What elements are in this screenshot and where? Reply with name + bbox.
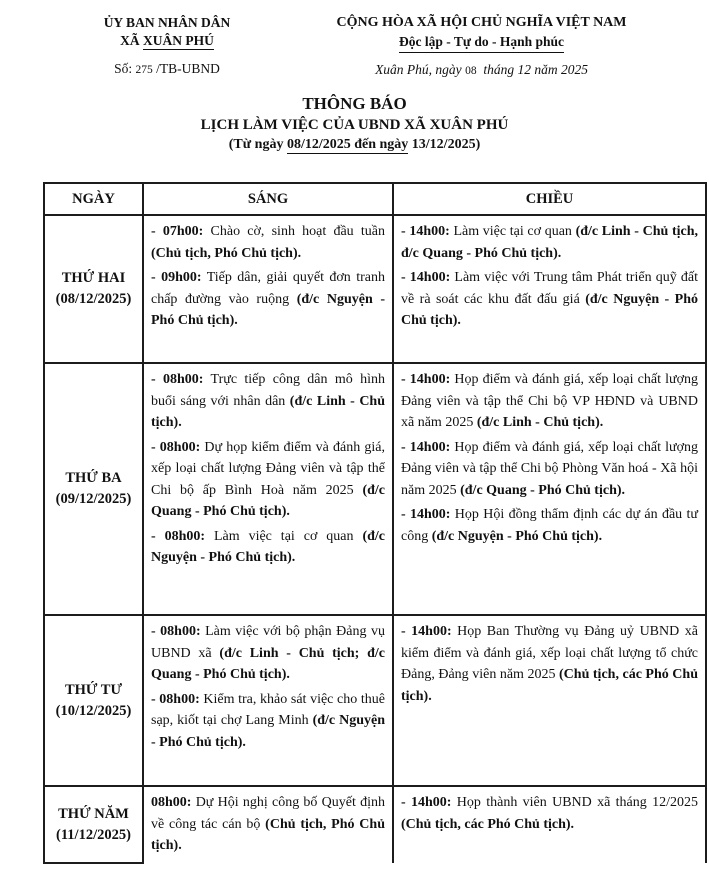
schedule-table	[43, 182, 707, 864]
national-name-line: CỘNG HÒA XÃ HỘI CHỦ NGHĨA VIỆT NAM	[336, 15, 627, 30]
table-row-thursday	[44, 786, 706, 863]
activity-item: - 08h00: Trực tiếp công dân mô hình buổi sáng với nhân dân (đ/c Linh - Chủ tịch).	[151, 372, 385, 430]
national-motto-line: Độc lập - Tự do - Hạnh phúc	[399, 33, 564, 53]
activity-item: - 14h00: Họp Hội đồng thẩm định các dự án đầu tư công (đ/c Nguyện - Phó Chủ tịch).	[401, 507, 698, 544]
activity-item: - 08h00: Kiểm tra, khảo sát việc cho thuê sạp, kiốt tại chợ Lang Minh (đ/c Nguyện - Phó Chủ tịch).	[151, 691, 385, 750]
morning-cell-monday	[143, 215, 393, 363]
column-header-afternoon: CHIỀU	[393, 183, 706, 215]
activity-item: - 14h00: Họp điểm và đánh giá, xếp loại chất lượng Đảng viên và tập thể Chi bộ VP HĐND và UBND xã năm 2025 (đ/c Linh - Chủ tịch).	[401, 372, 698, 430]
morning-cell-thursday	[143, 786, 393, 863]
day-name: THỨ BA	[65, 470, 122, 486]
title-line3	[0, 135, 709, 155]
activity-item: - 08h00: Làm việc với bộ phận Đảng vụ UBND xã (đ/c Linh - Chủ tịch; đ/c Quang - Phó Chủ tịch).	[151, 624, 385, 682]
title-line1: THÔNG BÁO	[302, 94, 407, 113]
doc-number-label: Số:	[114, 61, 133, 76]
table-row-tuesday	[44, 363, 706, 615]
activity-item: - 14h00: Họp thành viên UBND xã tháng 12/2025 (Chủ tịch, các Phó Chủ tịch).	[401, 795, 698, 832]
day-name: THỨ TƯ	[64, 681, 123, 698]
place-date-line	[282, 62, 681, 78]
day-cell-tuesday	[44, 363, 143, 615]
activity-item: - 09h00: Tiếp dân, giải quyết đơn tranh chấp đường vào ruộng (đ/c Nguyện - Phó Chủ tịch).	[151, 270, 385, 328]
place-date-suffix: tháng 12 năm 2025	[483, 62, 588, 77]
activity-item: - 07h00: Chào cờ, sinh hoạt đầu tuần (Chủ tịch, Phó Chủ tịch).	[151, 224, 385, 261]
day-date: (10/12/2025)	[55, 702, 132, 719]
title-line2: LỊCH LÀM VIỆC CỦA UBND XÃ XUÂN PHÚ	[200, 117, 509, 133]
table-row-wednesday	[44, 615, 706, 786]
afternoon-cell-wednesday	[393, 615, 706, 786]
day-date: (11/12/2025)	[56, 826, 131, 843]
activity-item: 08h00: Dự Hội nghị công bố Quyết định về công tác cán bộ (Chủ tịch, Phó Chủ tịch).	[151, 795, 385, 853]
document-number	[52, 61, 282, 77]
document-header	[0, 0, 709, 78]
org-name-line1: ỦY BAN NHÂN DÂN	[103, 15, 231, 30]
day-date: (09/12/2025)	[55, 491, 132, 507]
place-date-day: 08	[465, 65, 477, 77]
afternoon-cell-monday	[393, 215, 706, 363]
activity-item: - 08h00: Làm việc tại cơ quan (đ/c Nguyện - Phó Chủ tịch).	[151, 528, 385, 565]
activity-item: - 14h00: Họp điểm và đánh giá, xếp loại chất lượng Đảng viên và tập thể Chi bộ Phòng Văn hoá - Xã hội năm 2025 (đ/c Quang - Phó Chủ tịch).	[401, 439, 698, 498]
morning-cell-tuesday	[143, 363, 393, 615]
motto-wrap	[282, 33, 681, 53]
place-date-prefix: Xuân Phú, ngày	[375, 62, 462, 77]
day-cell-thursday	[44, 786, 143, 863]
activity-item: - 14h00: Làm việc với Trung tâm Phát triển quỹ đất về rà soát các khu đất đấu giá (đ/c Nguyện - Phó Chủ tịch).	[401, 270, 698, 328]
day-date: (08/12/2025)	[55, 291, 132, 307]
day-name: THỨ HAI	[61, 270, 126, 286]
morning-cell-wednesday	[143, 615, 393, 786]
activity-item: - 14h00: Làm việc tại cơ quan (đ/c Linh - Chủ tịch, đ/c Quang - Phó Chủ tịch).	[401, 224, 698, 261]
day-cell-monday	[44, 215, 143, 363]
org-name-line2	[52, 32, 282, 50]
org-name-prefix: XÃ	[120, 33, 143, 48]
activity-item: - 08h00: Dự họp kiểm điểm và đánh giá, xếp loại chất lượng Đảng viên và tập thể Chi bộ ấp Bình Hoà năm 2025 (đ/c Quang - Phó Chủ tịch).	[151, 439, 385, 519]
column-header-morning: SÁNG	[143, 183, 393, 215]
day-cell-wednesday	[44, 615, 143, 786]
table-header-row	[44, 183, 706, 215]
org-name-underlined: XUÂN PHÚ	[143, 33, 214, 48]
title-date-underlined: 08/12/2025 đến ngày	[286, 137, 409, 152]
activity-item: - 14h00: Họp Ban Thường vụ Đảng uỷ UBND xã kiểm điểm và đánh giá, xếp loại chất lượng tổ chức Đảng, Đảng viên năm 2025 (Chủ tịch, các Phó Chủ tịch).	[401, 624, 698, 704]
title-date-suffix: 13/12/2025)	[408, 137, 481, 152]
title-date-prefix: (Từ ngày	[228, 137, 287, 152]
issuing-org-block	[52, 14, 282, 78]
doc-number-suffix: /TB-UBND	[156, 61, 220, 76]
afternoon-cell-thursday	[393, 786, 706, 863]
table-row-monday	[44, 215, 706, 363]
doc-number-value: 275	[135, 64, 153, 76]
day-name: THỨ NĂM	[58, 805, 129, 822]
afternoon-cell-tuesday	[393, 363, 706, 615]
column-header-day: NGÀY	[44, 183, 143, 215]
national-header-block	[282, 14, 681, 78]
document-title	[0, 93, 709, 155]
